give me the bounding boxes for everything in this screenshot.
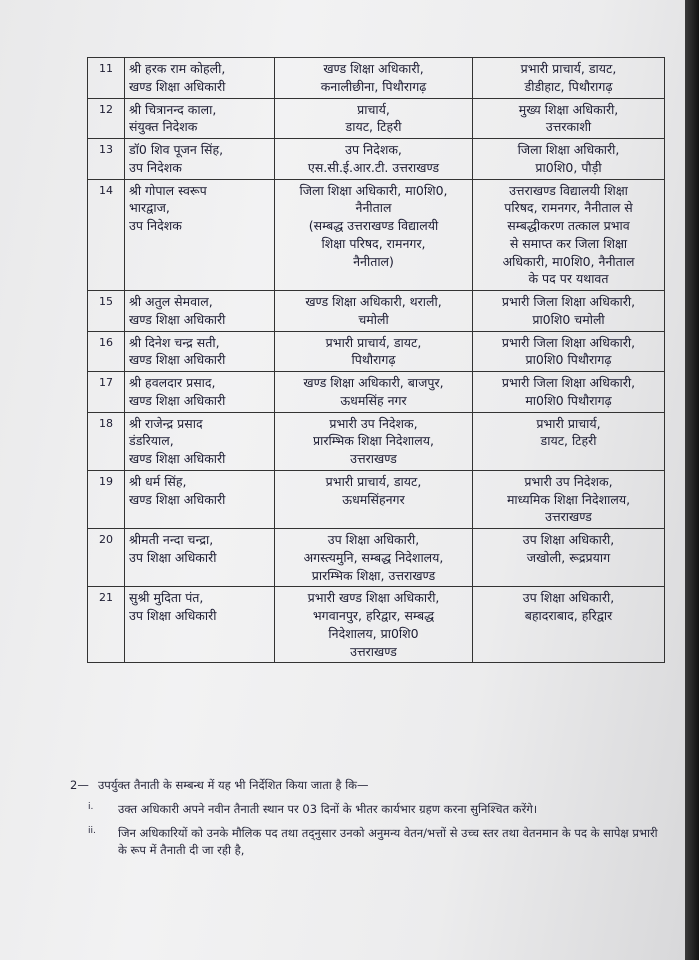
current-post-cell: प्रभारी उप निदेशक, प्रारम्भिक शिक्षा निदेशालय, उत्तराखण्ड	[275, 412, 473, 470]
new-post-cell: प्रभारी जिला शिक्षा अधिकारी, मा0शि0 पिथौरागढ़	[473, 372, 665, 413]
new-post-cell: प्रभारी जिला शिक्षा अधिकारी, प्रा0शि0 पिथौरागढ़	[473, 331, 665, 372]
note-number: 2—	[70, 778, 89, 792]
officer-name-cell: श्री हवलदार प्रसाद, खण्ड शिक्षा अधिकारी	[125, 372, 275, 413]
note-sub-2	[70, 825, 660, 861]
current-post-cell: उप निदेशक, एस.सी.ई.आर.टी. उत्तराखण्ड	[275, 139, 473, 180]
new-post-cell: प्रभारी उप निदेशक, माध्यमिक शिक्षा निदेशालय, उत्तराखण्ड	[473, 470, 665, 528]
current-post-cell: प्राचार्य, डायट, टिहरी	[275, 98, 473, 139]
new-post-cell: जिला शिक्षा अधिकारी, प्रा0शि0, पौड़ी	[473, 139, 665, 180]
current-post-cell: खण्ड शिक्षा अधिकारी, कनालीछीना, पिथौरागढ़	[275, 58, 473, 99]
current-post-cell: प्रभारी खण्ड शिक्षा अधिकारी, भगवानपुर, हरिद्वार, सम्बद्ध निदेशालय, प्रा0शि0 उत्तराखण्ड	[275, 587, 473, 663]
officer-name-cell: श्रीमती नन्दा चन्द्रा, उप शिक्षा अधिकारी	[125, 529, 275, 587]
table-row	[88, 179, 665, 291]
note-text: उपर्युक्त तैनाती के सम्बन्ध में यह भी निर्देशित किया जाता है कि—	[98, 778, 369, 792]
table-row	[88, 412, 665, 470]
officer-name-cell: श्री राजेन्द्र प्रसाद डंडरियाल, खण्ड शिक्षा अधिकारी	[125, 412, 275, 470]
sub-text: जिन अधिकारियों को उनके मौलिक पद तथा तद्नुसार उनको अनुमन्य वेतन/भत्तों से उच्च स्तर तथा वेतनमान के पद के सापेक्ष प्रभारी के रूप में तैनाती दी जा रही है,	[118, 825, 658, 858]
current-post-cell: प्रभारी प्राचार्य, डायट, पिथौरागढ़	[275, 331, 473, 372]
table-row	[88, 587, 665, 663]
table-body	[88, 58, 665, 663]
notes-section	[70, 777, 660, 860]
table-row	[88, 331, 665, 372]
photo-edge-shadow	[685, 0, 699, 960]
table-row	[88, 372, 665, 413]
officer-name-cell: श्री धर्म सिंह, खण्ड शिक्षा अधिकारी	[125, 470, 275, 528]
new-post-cell: मुख्य शिक्षा अधिकारी, उत्तरकाशी	[473, 98, 665, 139]
current-post-cell: उप शिक्षा अधिकारी, अगस्त्यमुनि, सम्बद्ध निदेशालय, प्रारम्भिक शिक्षा, उत्तराखण्ड	[275, 529, 473, 587]
note-point-2	[70, 777, 660, 795]
serial-number-cell: 19	[88, 470, 125, 528]
posting-table	[87, 57, 665, 663]
sub-text: उक्त अधिकारी अपने नवीन तैनाती स्थान पर 03 दिनों के भीतर कार्यभार ग्रहण करना सुनिश्चित करेंगे।	[118, 801, 538, 816]
new-post-cell: प्रभारी जिला शिक्षा अधिकारी, प्रा0शि0 चमोली	[473, 291, 665, 332]
table-row	[88, 58, 665, 99]
officer-name-cell: सुश्री मुदिता पंत, उप शिक्षा अधिकारी	[125, 587, 275, 663]
sub-number: i.	[88, 801, 94, 812]
officer-name-cell: श्री दिनेश चन्द्र सती, खण्ड शिक्षा अधिकारी	[125, 331, 275, 372]
serial-number-cell: 16	[88, 331, 125, 372]
officer-name-cell: श्री अतुल सेमवाल, खण्ड शिक्षा अधिकारी	[125, 291, 275, 332]
sub-number: ii.	[88, 825, 96, 836]
new-post-cell: प्रभारी प्राचार्य, डायट, डीडीहाट, पिथौरागढ़	[473, 58, 665, 99]
new-post-cell: उप शिक्षा अधिकारी, बहादराबाद, हरिद्वार	[473, 587, 665, 663]
officer-name-cell: श्री हरक राम कोहली, खण्ड शिक्षा अधिकारी	[125, 58, 275, 99]
serial-number-cell: 13	[88, 139, 125, 180]
table-row	[88, 529, 665, 587]
new-post-cell: प्रभारी प्राचार्य, डायट, टिहरी	[473, 412, 665, 470]
new-post-cell: उप शिक्षा अधिकारी, जखोली, रूद्रप्रयाग	[473, 529, 665, 587]
current-post-cell: खण्ड शिक्षा अधिकारी, बाजपुर, ऊधमसिंह नगर	[275, 372, 473, 413]
table-row	[88, 139, 665, 180]
officer-name-cell: डॉ0 शिव पूजन सिंह, उप निदेशक	[125, 139, 275, 180]
serial-number-cell: 21	[88, 587, 125, 663]
table-row	[88, 98, 665, 139]
note-sub-1	[70, 801, 660, 819]
serial-number-cell: 11	[88, 58, 125, 99]
serial-number-cell: 17	[88, 372, 125, 413]
current-post-cell: खण्ड शिक्षा अधिकारी, थराली, चमोली	[275, 291, 473, 332]
serial-number-cell: 15	[88, 291, 125, 332]
table-row	[88, 291, 665, 332]
serial-number-cell: 12	[88, 98, 125, 139]
serial-number-cell: 20	[88, 529, 125, 587]
officer-name-cell: श्री चित्रानन्द काला, संयुक्त निदेशक	[125, 98, 275, 139]
table-row	[88, 470, 665, 528]
officer-name-cell: श्री गोपाल स्वरूप भारद्वाज, उप निदेशक	[125, 179, 275, 291]
new-post-cell: उत्तराखण्ड विद्यालयी शिक्षा परिषद, रामनगर, नैनीताल से सम्बद्धीकरण तत्काल प्रभाव से समाप्त कर जिला शिक्षा अधिकारी, मा0शि0, नैनीताल के पद पर यथावत	[473, 179, 665, 291]
serial-number-cell: 14	[88, 179, 125, 291]
serial-number-cell: 18	[88, 412, 125, 470]
current-post-cell: प्रभारी प्राचार्य, डायट, ऊधमसिंहनगर	[275, 470, 473, 528]
current-post-cell: जिला शिक्षा अधिकारी, मा0शि0, नैनीताल (सम्बद्ध उत्तराखण्ड विद्यालयी शिक्षा परिषद, रामनगर, नैनीताल)	[275, 179, 473, 291]
